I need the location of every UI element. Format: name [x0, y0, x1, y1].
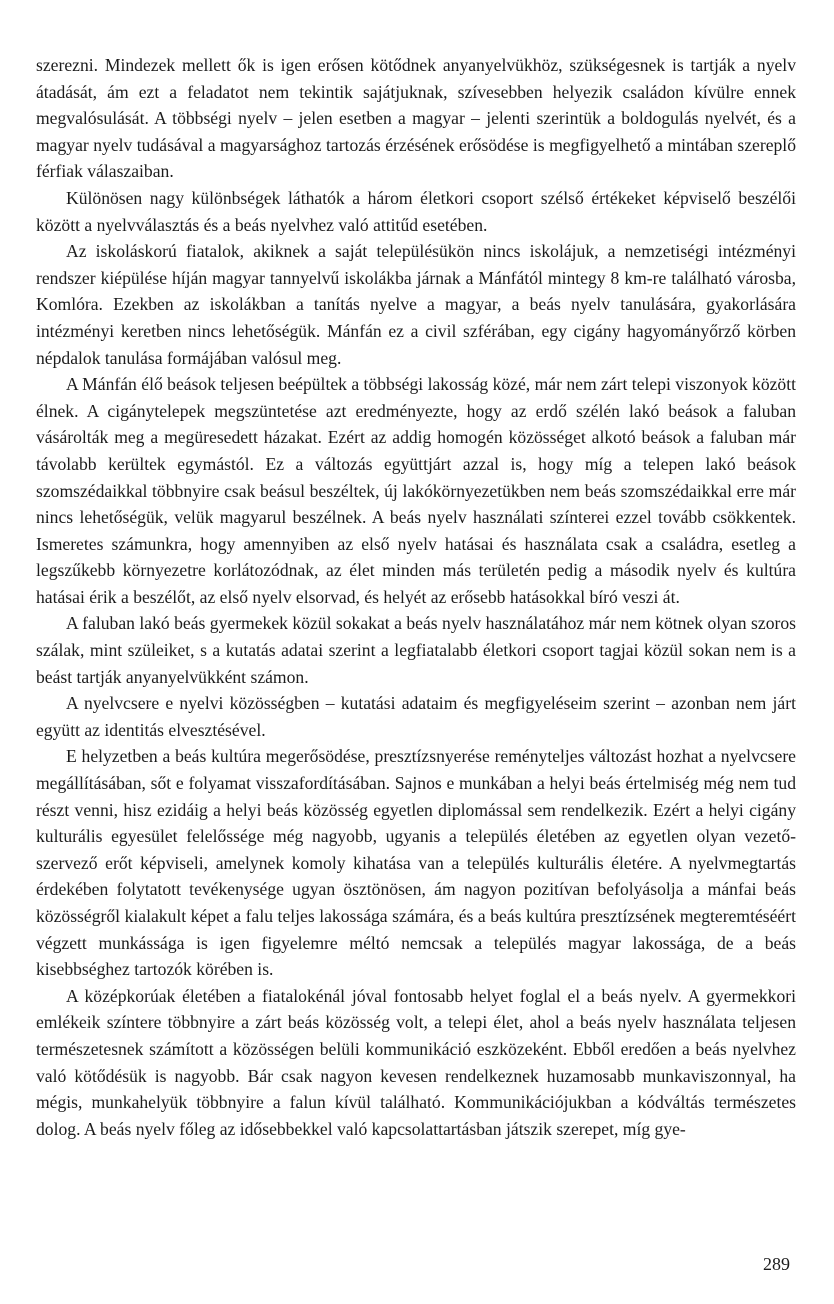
paragraph-4: A Mánfán élő beások teljesen beépültek a többségi lakosság közé, már nem zárt telepi viszonyok között élnek. A cigánytelepek megszüntetése azt eredményezte, hogy az erdő szélén lakó beások a faluban vásárolták meg a megüresedett házakat. Ezért az addig homogén közösséget alkotó beások a faluban már távolabb kerültek egymástól. Ez a változás együttjárt azzal is, hogy míg a telepen lakó beások szomszédaikkal többnyire csak beásul beszéltek, új lakókörnyezetükben nem beás szomszédaikkal erre már nincs lehetőségük, velük magyarul beszélnek. A beás nyelv használati színterei ezzel tovább csökkentek. Ismeretes számunkra, hogy amennyiben az első nyelv hatásai és használata csak a családra, esetleg a legszűkebb környezetre korlátozódnak, az élet minden más területén pedig a második nyelv és kultúra hatásai érik a beszélőt, az első nyelv elsorvad, és helyét az erősebb hatásokkal bíró veszi át. — [36, 374, 796, 607]
paragraph-5: A faluban lakó beás gyermekek közül sokakat a beás nyelv használatához már nem kötnek olyan szoros szálak, mint szüleiket, s a kutatás adatai szerint a legfiatalabb életkori csoport tagjai közül sokan nem is a beást tartják anyanyelvükként számon. — [36, 613, 796, 687]
page-number: 289 — [763, 1254, 790, 1274]
paragraph-2: Különösen nagy különbségek láthatók a három életkori csoport szélső értékeket képviselő beszélői között a nyelvválasztás és a beás nyelvhez való attitűd esetében. — [36, 187, 796, 235]
paragraph-3: Az iskoláskorú fiatalok, akiknek a saját településükön nincs iskolájuk, a nemzetiségi intézményi rendszer kiépülése híján magyar tannyelvű iskolákba járnak a Mánfától mintegy 8 km-re található városba, Komlóra. Ezekben az iskolákban a tanítás nyelve a magyar, a beás nyelv tanulására, gyakorlására intézményi keretben nincs lehetőségük. Mánfán ez a civil szférában, egy cigány hagyományőrző körben népdalok tanulása formájában valósul meg. — [36, 241, 796, 368]
page-body — [36, 52, 796, 1142]
paragraph-7: E helyzetben a beás kultúra megerősödése, presztízsnyerése reményteljes változást hozhat a nyelvcsere megállításában, sőt e folyamat visszafordításában. Sajnos e munkában a helyi beás értelmiség még nem tud részt venni, hisz ezidáig a helyi beás közösség egyetlen diplomással sem rendelkezik. Ezért a helyi cigány kulturális egyesület felelőssége még nagyobb, ugyanis a település életében az egyetlen olyan vezető-szervező erőt képviseli, amelynek komoly kihatása van a település kulturális életére. A nyelvmegtartás érdekében folytatott tevékenysége ugyan ösztönösen, ám nagyon pozitívan befolyásolja a mánfai beás közösségről kialakult képet a falu teljes lakossága számára, és a beás kultúra presztízsének megteremtéséért végzett munkássága is igen figyelemre méltó nemcsak a település magyar lakossága, de a beás kisebbséghez tartozók körében is. — [36, 746, 796, 980]
paragraph-6: A nyelvcsere e nyelvi közösségben – kutatási adataim és megfigyeléseim szerint – azonban nem járt együtt az identitás elvesztésével. — [36, 693, 796, 740]
paragraph-1: szerezni. Mindezek mellett ők is igen erősen kötődnek anyanyelvükhöz, szükségesnek is tartják a nyelv átadását, ám ezt a feladatot nem tekintik sajátjuknak, szívesebben helyezik családon kívülre ennek megvalósulását. A többségi nyelv – jelen esetben a magyar – jelenti szerintük a boldogulás nyelvét, és a magyar nyelv tudásával a magyarsághoz tartozás érzésének erősödése is megfigyelhető a mintában szereplő férfiak válaszaiban. — [36, 55, 796, 182]
paragraph-8: A középkorúak életében a fiatalokénál jóval fontosabb helyet foglal el a beás nyelv. A gyermekkori emlékeik színtere többnyire a zárt beás közösség volt, a telepi élet, ahol a beás nyelv használata teljesen természetesnek számított a közösségen belüli kommunikáció eszközeként. Ebből eredően a beás nyelvhez való kötődésük is nagyobb. Bár csak nagyon kevesen rendelkeznek huzamosabb munkaviszonnyal, ha mégis, munkahelyük többnyire a falun kívül található. Kommunikációjukban a kódváltás természetes dolog. A beás nyelv főleg az idősebbekkel való kapcsolattartásban játszik szerepet, míg gye- — [36, 985, 796, 1139]
